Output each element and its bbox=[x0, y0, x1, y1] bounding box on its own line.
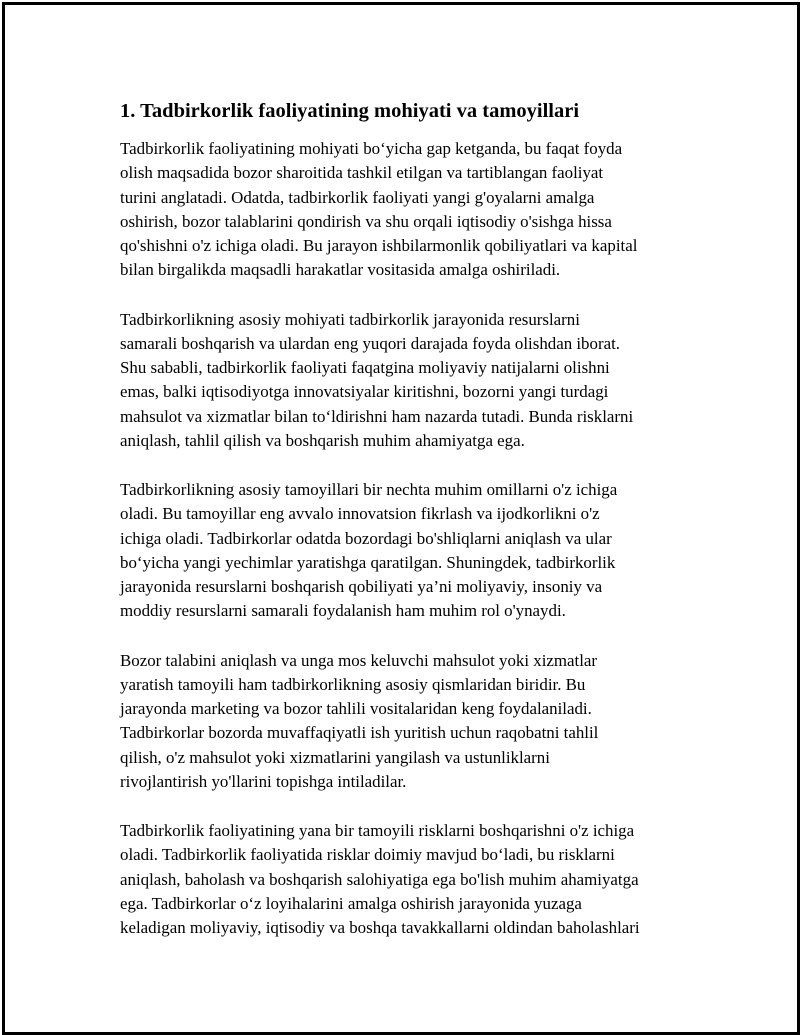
page-frame bbox=[2, 2, 800, 1035]
text-line: qilish, o'z mahsulot yoki xizmatlarini yangilash va ustunliklarni bbox=[120, 747, 550, 767]
text-line: olish maqsadida bozor sharoitida tashkil etilgan va tartiblangan faoliyat bbox=[120, 163, 604, 183]
text-line: samarali boshqarish va ulardan eng yuqori darajada foyda olishdan iborat. bbox=[120, 333, 620, 353]
text-line: Tadbirkorlikning asosiy tamoyillari bir nechta muhim omillarni o'z ichiga bbox=[120, 480, 618, 499]
text-line: Shu sababli, tadbirkorlik faoliyati faqatgina moliyaviy natijalarni olishni bbox=[120, 358, 610, 377]
text-line: emas, balki iqtisodiyotga innovatsiyalar kiritishni, bozorni yangi turdagi bbox=[120, 382, 609, 402]
text-line: keladigan moliyaviy, iqtisodiy va boshqa tavakkallarni oldindan baholashlari bbox=[120, 918, 640, 937]
text-line: Tadbirkorlik faoliyatining mohiyati bo‘yicha gap ketganda, bu faqat foyda bbox=[120, 139, 623, 158]
document-body bbox=[120, 96, 690, 965]
text-line: Tadbirkorlik faoliyatining yana bir tamoyili risklarni boshqarishni o'z ichiga bbox=[120, 821, 635, 840]
text-line: aniqlash, baholash va boshqarish salohiyatiga ega bo'lish muhim ahamiyatga bbox=[120, 869, 639, 889]
paragraph-5 bbox=[120, 819, 690, 940]
text-line: ega. Tadbirkorlar o‘z loyihalarini amalga oshirish jarayonida yuzaga bbox=[120, 893, 582, 913]
section-heading: 1. Tadbirkorlik faoliyatining mohiyati va tamoyillari bbox=[120, 100, 580, 122]
text-line: yaratish tamoyili ham tadbirkorlikning asosiy qismlaridan biridir. Bu bbox=[120, 674, 586, 694]
text-line: jarayonida resurslarni boshqarish qobiliyati ya’ni moliyaviy, insoniy va bbox=[120, 577, 603, 596]
text-line: bilan birgalikda maqsadli harakatlar vositasida amalga oshiriladi. bbox=[120, 260, 561, 280]
text-line: oladi. Tadbirkorlik faoliyatida risklar doimiy mavjud bo‘ladi, bu risklarni bbox=[120, 845, 615, 865]
text-line: bo‘yicha yangi yechimlar yaratishga qaratilgan. Shuningdek, tadbirkorlik bbox=[120, 552, 616, 572]
text-line: rivojlantirish yo'llarini topishga intiladilar. bbox=[120, 771, 407, 791]
text-line: oshirish, bozor talablarini qondirish va shu orqali iqtisodiy o'sishga hissa bbox=[120, 211, 612, 231]
text-line: Bozor talabini aniqlash va unga mos keluvchi mahsulot yoki xizmatlar bbox=[120, 650, 598, 670]
paragraph-2 bbox=[120, 308, 690, 454]
paragraph-3 bbox=[120, 478, 690, 624]
paragraph-4 bbox=[120, 649, 690, 795]
text-line: ichiga oladi. Tadbirkorlar odatda bozordagi bo'shliqlarni aniqlash va ular bbox=[120, 528, 612, 548]
text-line: oladi. Bu tamoyillar eng avvalo innovatsion fikrlash va ijodkorlikni o'z bbox=[120, 504, 600, 524]
text-line: qo'shishni o'z ichiga oladi. Bu jarayon ishbilarmonlik qobiliyatlari va kapital bbox=[120, 236, 638, 255]
text-line: moddiy resurslarni samarali foydalanish ham muhim rol o'ynaydi. bbox=[120, 601, 566, 621]
text-line: jarayonda marketing va bozor tahlili vositalaridan keng foydalaniladi. bbox=[120, 699, 592, 718]
text-line: Tadbirkorlar bozorda muvaffaqiyatli ish yuritish uchun raqobatni tahlil bbox=[120, 723, 599, 743]
text-line: Tadbirkorlikning asosiy mohiyati tadbirkorlik jarayonida resurslarni bbox=[120, 309, 580, 329]
text-line: mahsulot va xizmatlar bilan to‘ldirishni ham nazarda tutadi. Bunda risklarni bbox=[120, 406, 634, 426]
text-line: turini anglatadi. Odatda, tadbirkorlik faoliyati yangi g'oyalarni amalga bbox=[120, 187, 595, 207]
paragraph-1 bbox=[120, 137, 690, 283]
text-line: aniqlash, tahlil qilish va boshqarish muhim ahamiyatga ega. bbox=[120, 430, 525, 450]
